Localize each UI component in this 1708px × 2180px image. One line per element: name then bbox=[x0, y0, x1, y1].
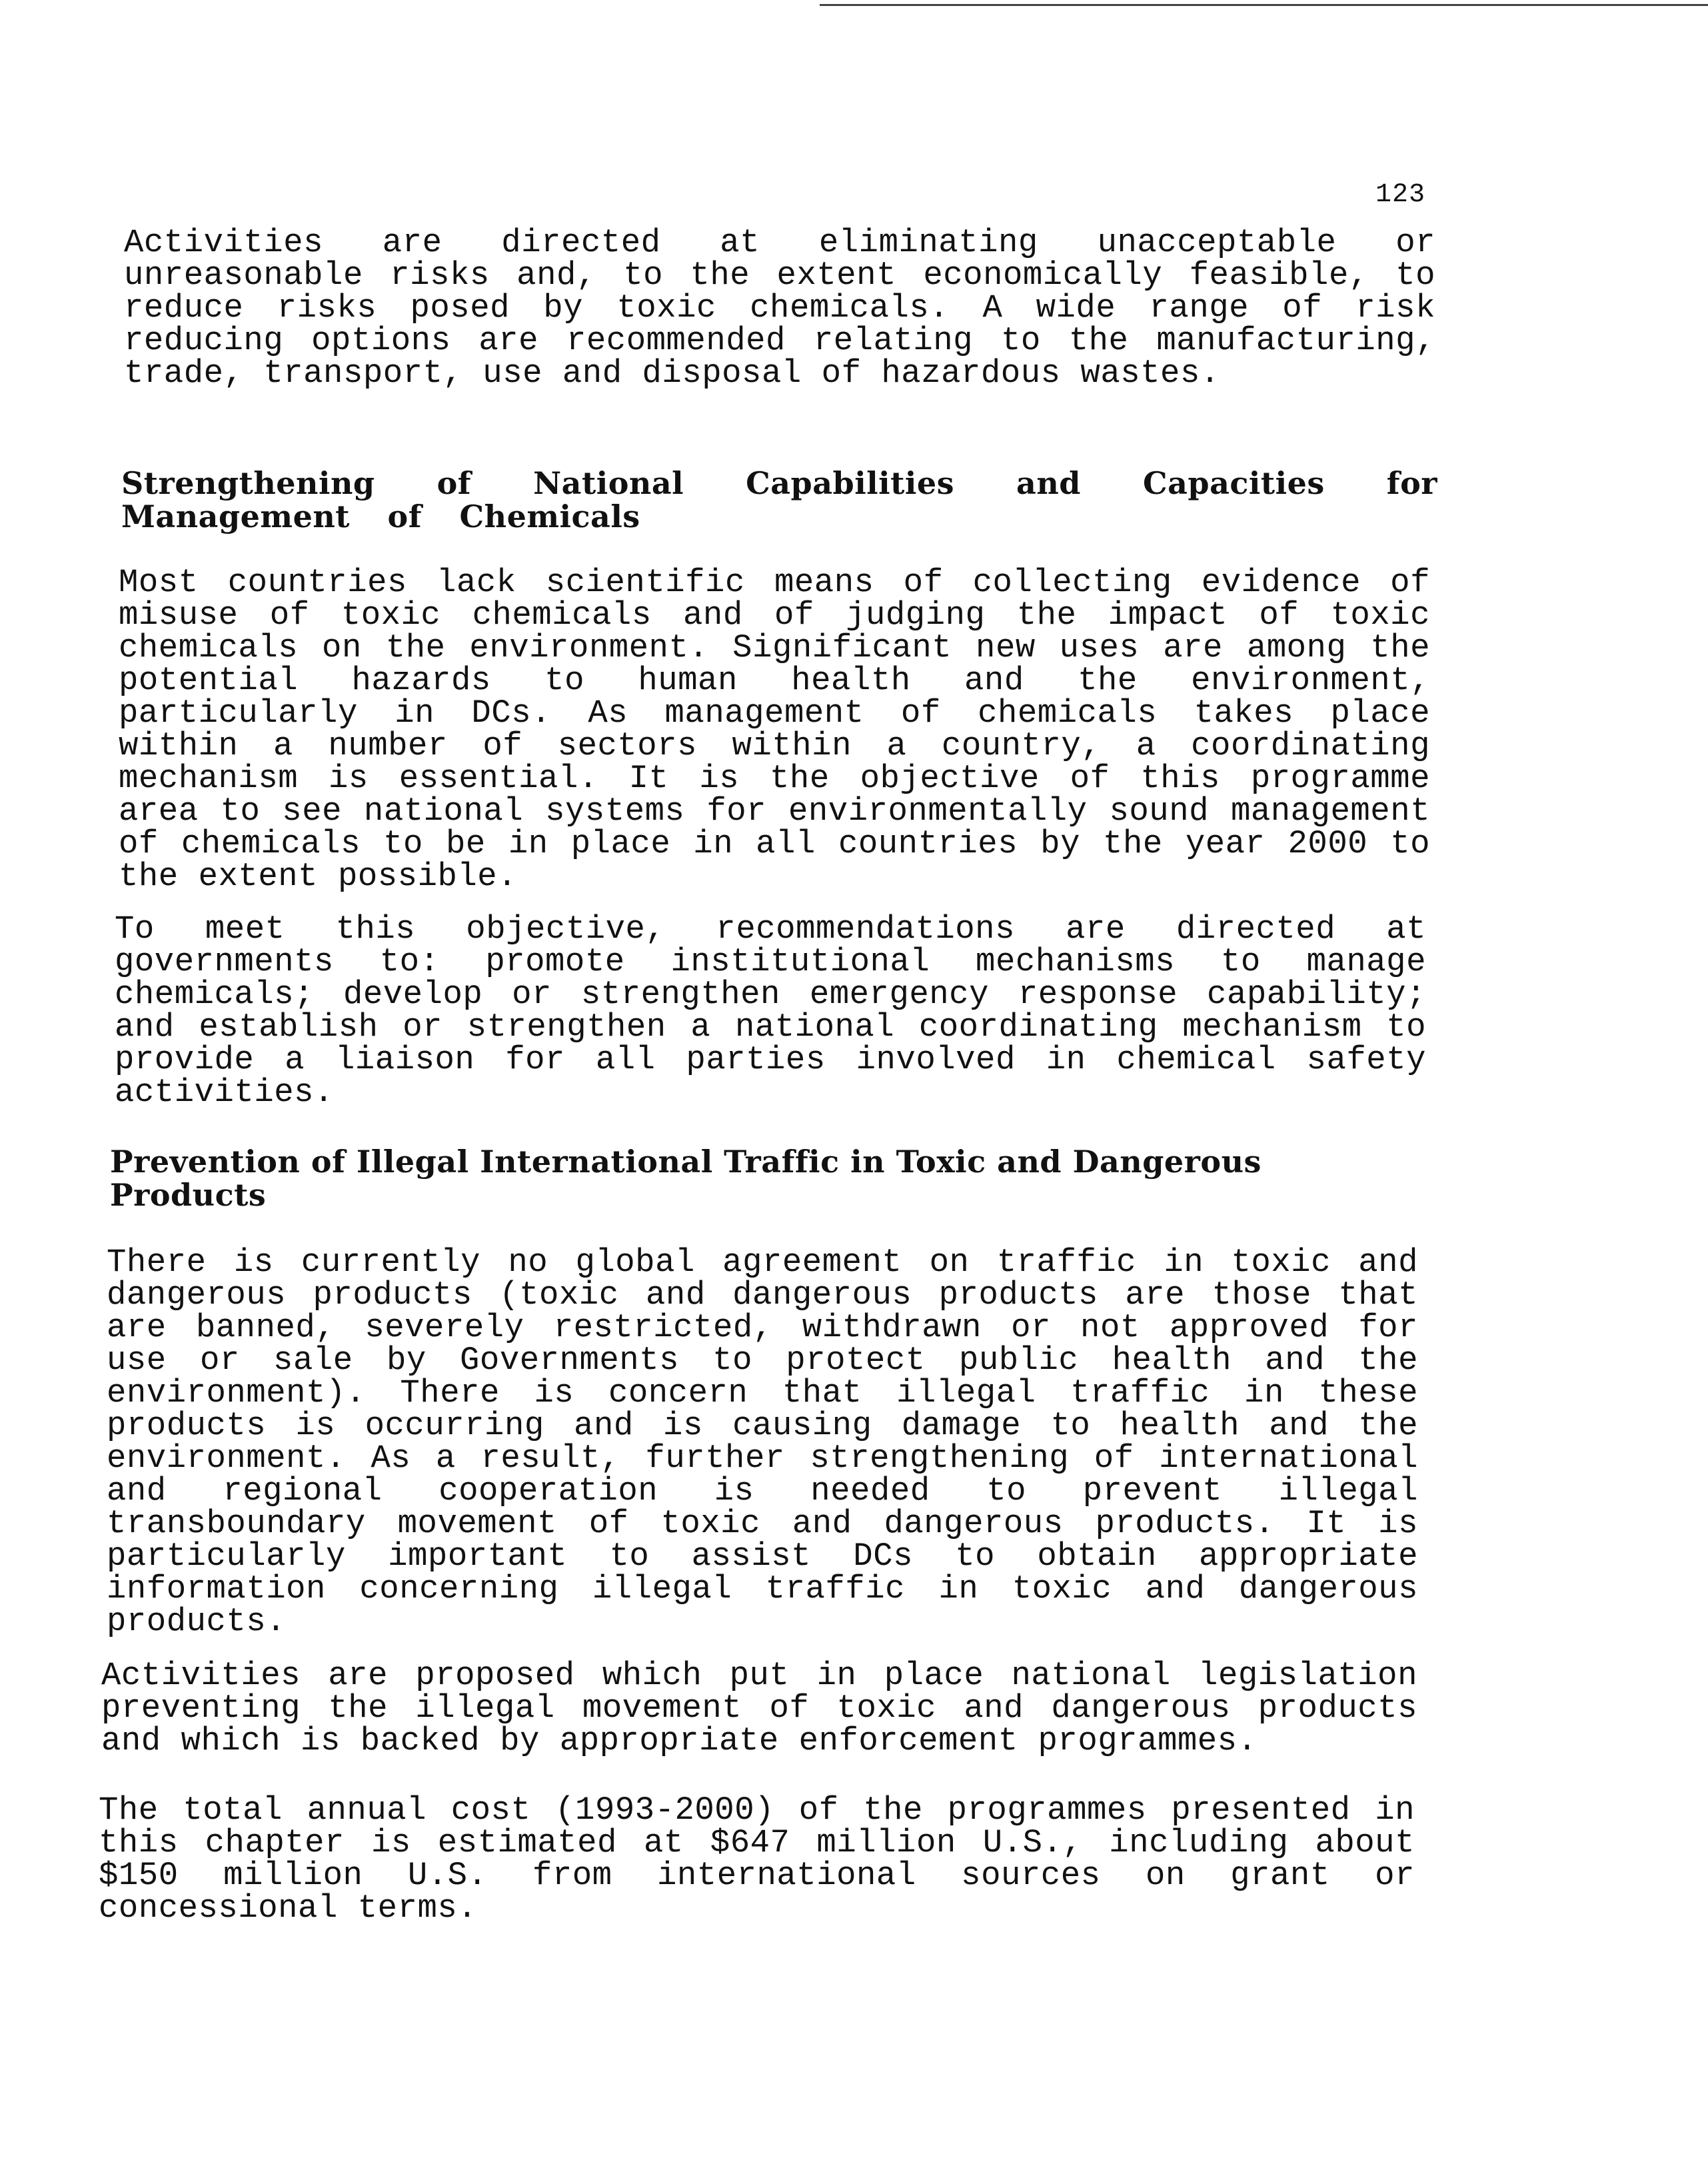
paragraph-risk-reduction: Activities are directed at eliminating unacceptable or unreasonable risks and, to the extent economically feasible, to reduce risks posed by toxic chemicals. A wide range of risk reducing options are recommended relating to the manufacturing, trade, transport, use and disposal of hazardous wastes. bbox=[124, 224, 1435, 392]
heading-illegal-traffic: Prevention of Illegal International Traffic in Toxic and Dangerous Products bbox=[110, 1144, 1262, 1213]
paragraph-national-capabilities: Most countries lack scientific means of collecting evidence of misuse of toxic chemicals and of judging the impact of toxic chemicals on the environment. Significant new uses are among the potential hazards to human health and the environment, particularly in DCs. As management of chemicals takes place within a number of sectors within a country, a coordinating mechanism is essential. It is the objective of this programme area to see national systems for environmentally sound management of chemicals to be in place in all countries by the year 2000 to the extent possible. bbox=[119, 564, 1430, 895]
page-number: 123 bbox=[1375, 180, 1426, 210]
paragraph-illegal-traffic: There is currently no global agreement on traffic in toxic and dangerous products (toxic and dangerous products are those that are banned, severely restricted, withdrawn or not approved for use or sale by Governments to protect public health and the environment). There is concern that illegal traffic in these products is occurring and is causing damage to health and the environment. As a result, further strengthening of international and regional cooperation is needed to prevent illegal transboundary movement of toxic and dangerous products. It is particularly important to assist DCs to obtain appropriate information concerning illegal traffic in toxic and dangerous products. bbox=[107, 1244, 1418, 1640]
paragraph-legislation: Activities are proposed which put in place national legislation preventing the illegal movement of toxic and dangerous products and which is backed by appropriate enforcement programmes. bbox=[101, 1657, 1417, 1759]
paragraph-total-cost: The total annual cost (1993-2000) of the programmes presented in this chapter is estimated at $647 million U.S., including about $150 million U.S. from international sources on grant or concessional terms. bbox=[99, 1791, 1415, 1927]
heading-national-capabilities: Strengthening of National Capabilities and Capacities for Management of Chemicals bbox=[121, 465, 1437, 535]
top-rule bbox=[820, 4, 1708, 6]
paragraph-objective-recommendations: To meet this objective, recommendations are directed at governments to: promote institutional mechanisms to manage chemicals; develop or strengthen emergency response capability; and establish or strengthen a national coordinating mechanism to provide a liaison for all parties involved in chemical safety activities. bbox=[115, 910, 1426, 1111]
